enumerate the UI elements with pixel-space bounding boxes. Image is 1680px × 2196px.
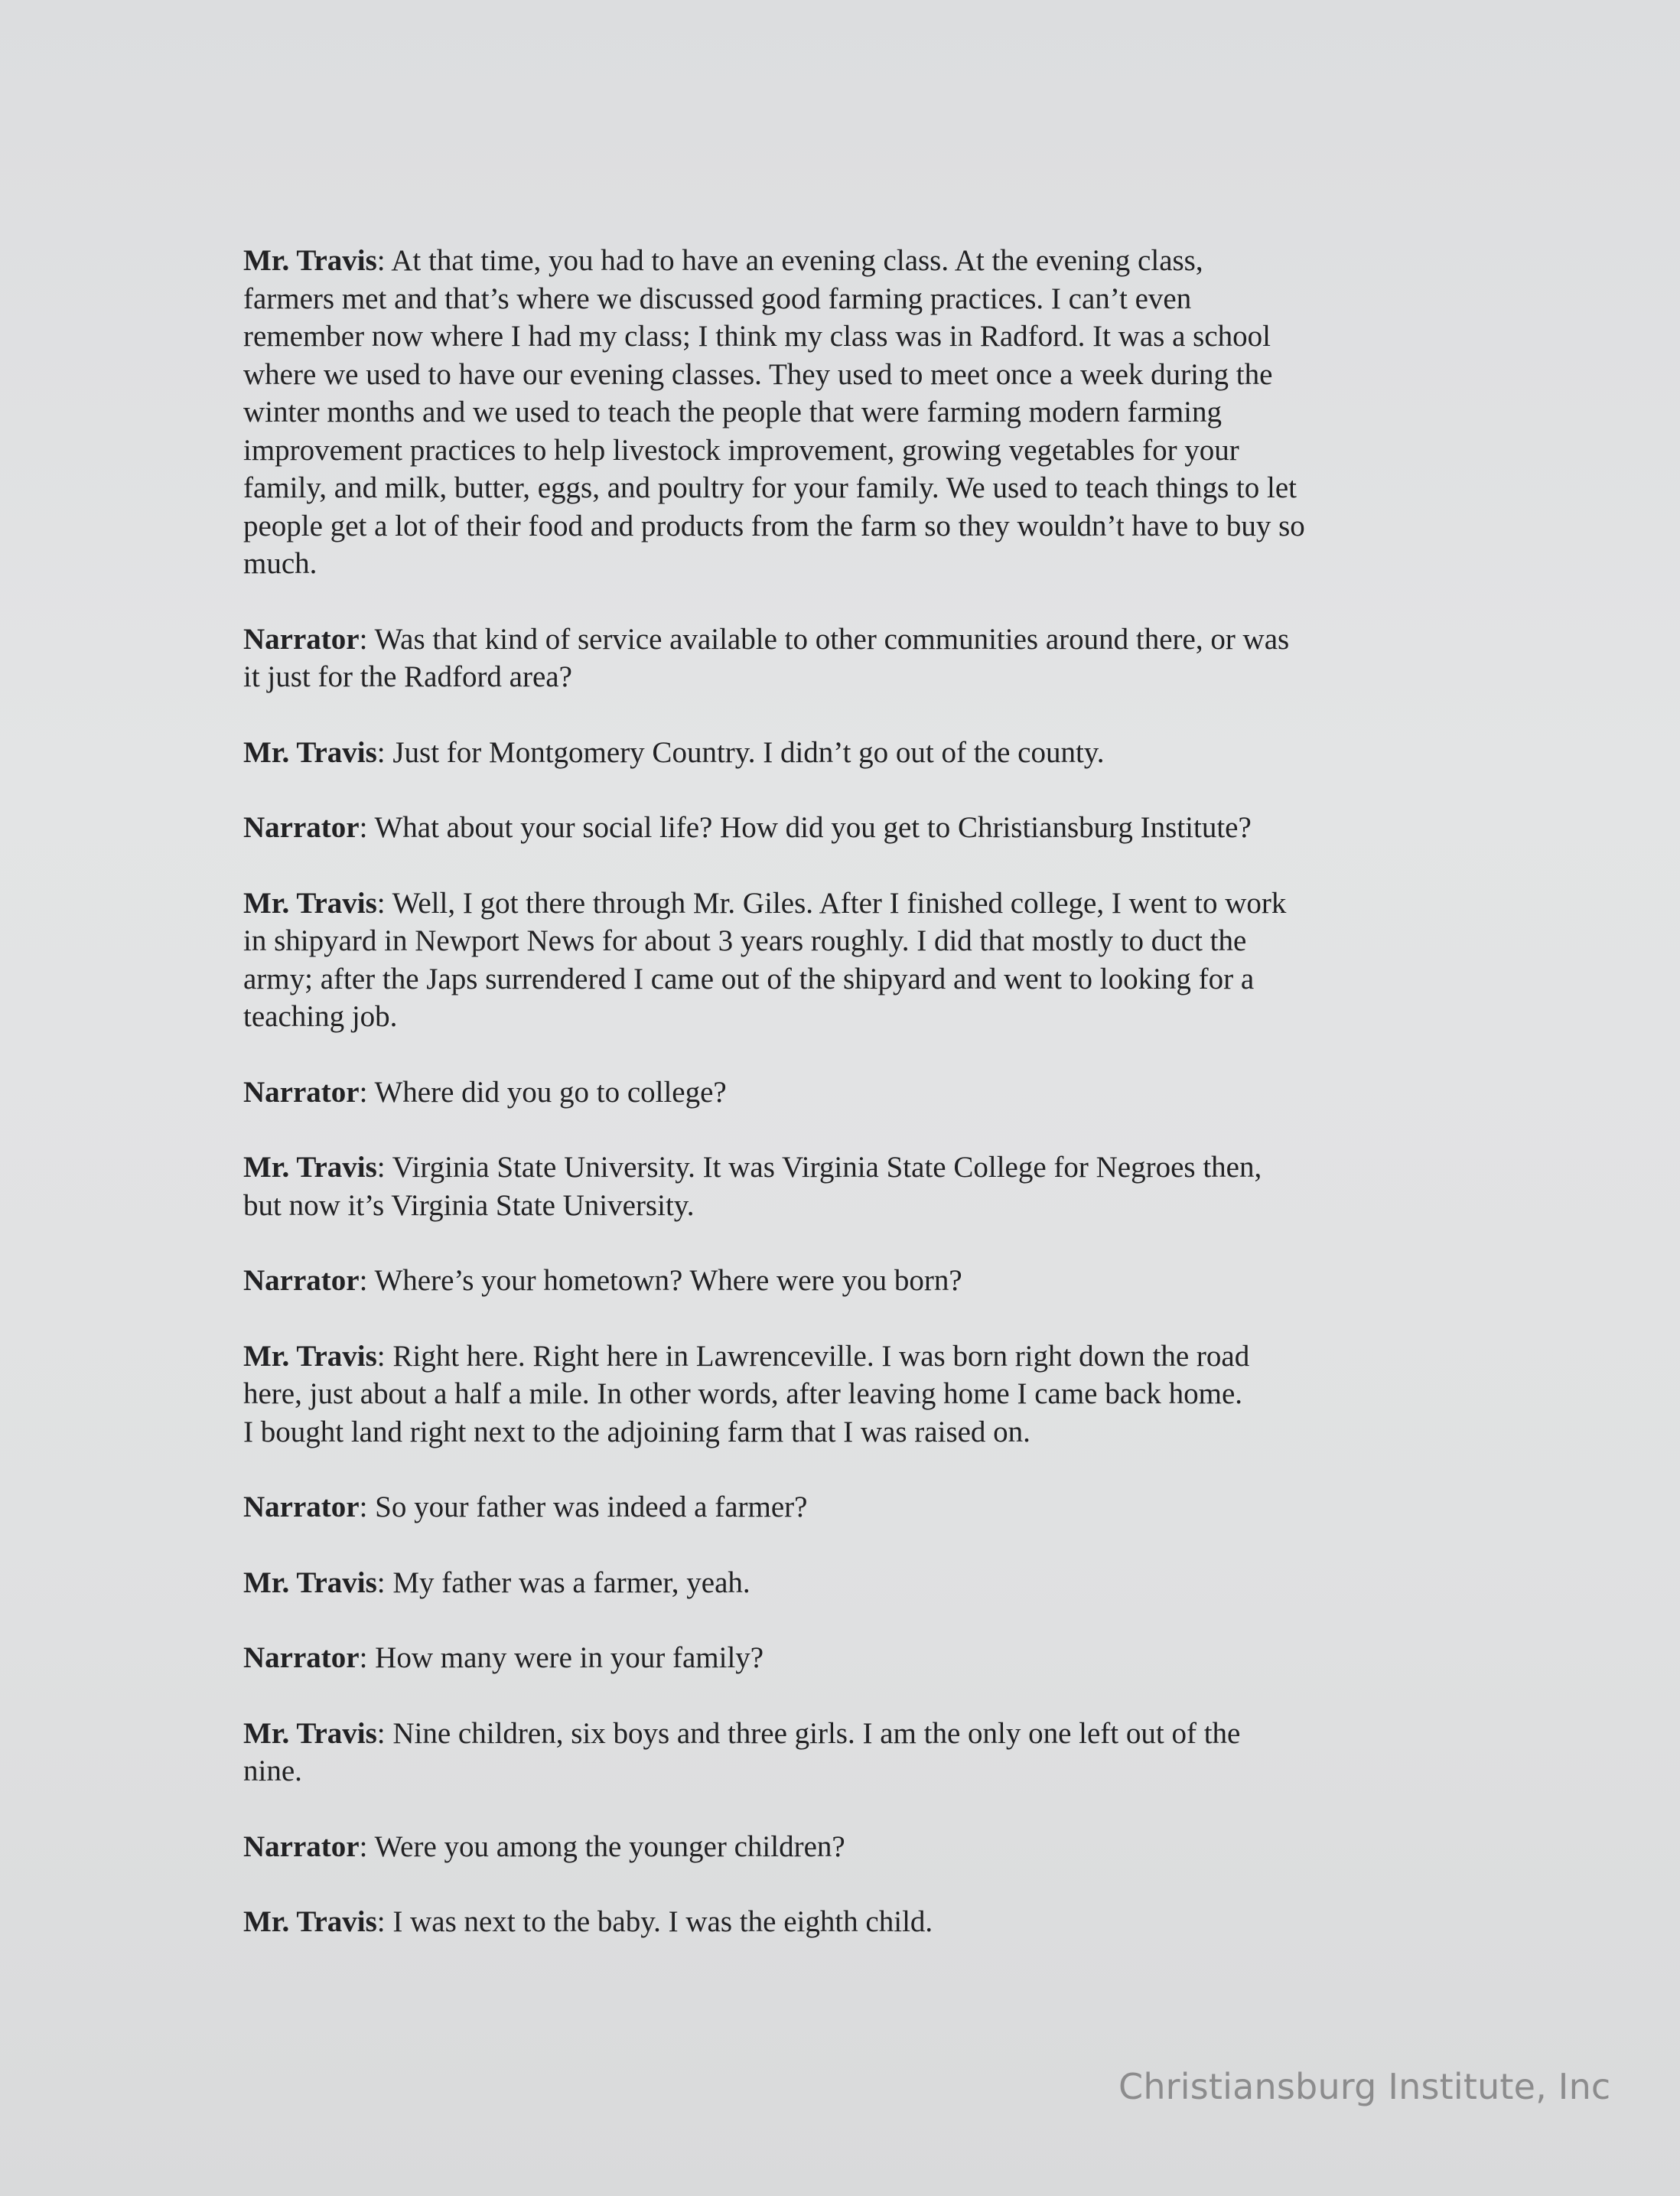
- speaker-name: Mr. Travis: [243, 735, 377, 769]
- paragraph-text: : Where did you go to college?: [359, 1075, 727, 1109]
- transcript-paragraph: [243, 734, 1437, 772]
- speaker-name: Narrator: [243, 1075, 360, 1109]
- paragraph-text: : Nine children, six boys and three girls. I am the only one left out of the nine.: [243, 1716, 1241, 1787]
- speaker-name: Mr. Travis: [243, 1716, 377, 1750]
- paragraph-text: : Right here. Right here in Lawrenceville. I was born right down the road here, just about a half a mile. In other words, after leaving home I came back home. I bought land right next to the adjoining farm that I was raised on.: [243, 1339, 1250, 1448]
- speaker-name: Narrator: [243, 1829, 360, 1863]
- transcript-paragraph: [243, 1074, 1437, 1112]
- paragraph-text: : Was that kind of service available to other communities around there, or was it just for the Radford area?: [243, 622, 1290, 693]
- transcript-paragraph: [243, 1715, 1437, 1790]
- transcript-paragraph: [243, 1262, 1437, 1300]
- paragraph-text: : At that time, you had to have an evening class. At the evening class, farmers met and that’s where we discussed good farming practices. I can’t even remember now where I had my class; I think my class was in Radford. It was a school where we used to have our evening classes. They used to meet once a week during the winter months and we used to teach the people that were farming modern farming improvement practices to help livestock improvement, growing vegetables for your family, and milk, butter, eggs, and poultry for your family. We used to teach things to let people get a lot of their food and products from the farm so they wouldn’t have to buy so much.: [243, 244, 1305, 580]
- paragraph-text: : How many were in your family?: [359, 1641, 764, 1674]
- transcript-paragraph: [243, 1639, 1437, 1677]
- transcript-paragraph: [243, 1828, 1437, 1866]
- watermark: Christiansburg Institute, Inc: [1118, 2066, 1611, 2107]
- transcript-paragraph: [243, 621, 1437, 696]
- paragraph-text: : So your father was indeed a farmer?: [359, 1491, 808, 1523]
- paragraph-text: : Well, I got there through Mr. Giles. After I finished college, I went to work in shipyard in Newport News for about 3 years roughly. I did that mostly to duct the army; after the Japs surrendered I came out of the shipyard and went to looking for a teaching job.: [243, 886, 1287, 1033]
- paragraph-text: : Were you among the younger children?: [359, 1829, 845, 1863]
- paragraph-text: : I was next to the baby. I was the eighth child.: [376, 1905, 933, 1938]
- paragraph-text: : My father was a farmer, yeah.: [376, 1566, 750, 1599]
- speaker-name: Narrator: [243, 1641, 360, 1674]
- paragraph-text: : What about your social life? How did you get to Christiansburg Institute?: [359, 811, 1252, 844]
- speaker-name: Narrator: [243, 1264, 360, 1297]
- speaker-name: Mr. Travis: [243, 1151, 377, 1184]
- transcript-paragraph: [243, 1488, 1437, 1526]
- paragraph-text: : Where’s your hometown? Where were you born?: [359, 1264, 962, 1297]
- speaker-name: Narrator: [243, 622, 360, 656]
- speaker-name: Narrator: [243, 1491, 360, 1523]
- transcript-paragraph: [243, 809, 1437, 847]
- paragraph-text: : Virginia State University. It was Virginia State College for Negroes then, but now it’s Virginia State University.: [243, 1151, 1262, 1222]
- transcript-paragraph: [243, 1149, 1437, 1224]
- transcript-paragraph: [243, 1903, 1437, 1941]
- speaker-name: Mr. Travis: [243, 1905, 377, 1938]
- paragraph-text: : Just for Montgomery Country. I didn’t go out of the county.: [376, 735, 1105, 769]
- transcript-paragraph: [243, 1337, 1437, 1452]
- speaker-name: Mr. Travis: [243, 1339, 377, 1373]
- speaker-name: Mr. Travis: [243, 1566, 377, 1599]
- transcript-body: [243, 242, 1437, 1941]
- transcript-paragraph: [243, 885, 1437, 1036]
- speaker-name: Mr. Travis: [243, 886, 377, 920]
- transcript-paragraph: [243, 1564, 1437, 1602]
- transcript-paragraph: [243, 242, 1437, 583]
- speaker-name: Mr. Travis: [243, 244, 377, 277]
- speaker-name: Narrator: [243, 811, 360, 844]
